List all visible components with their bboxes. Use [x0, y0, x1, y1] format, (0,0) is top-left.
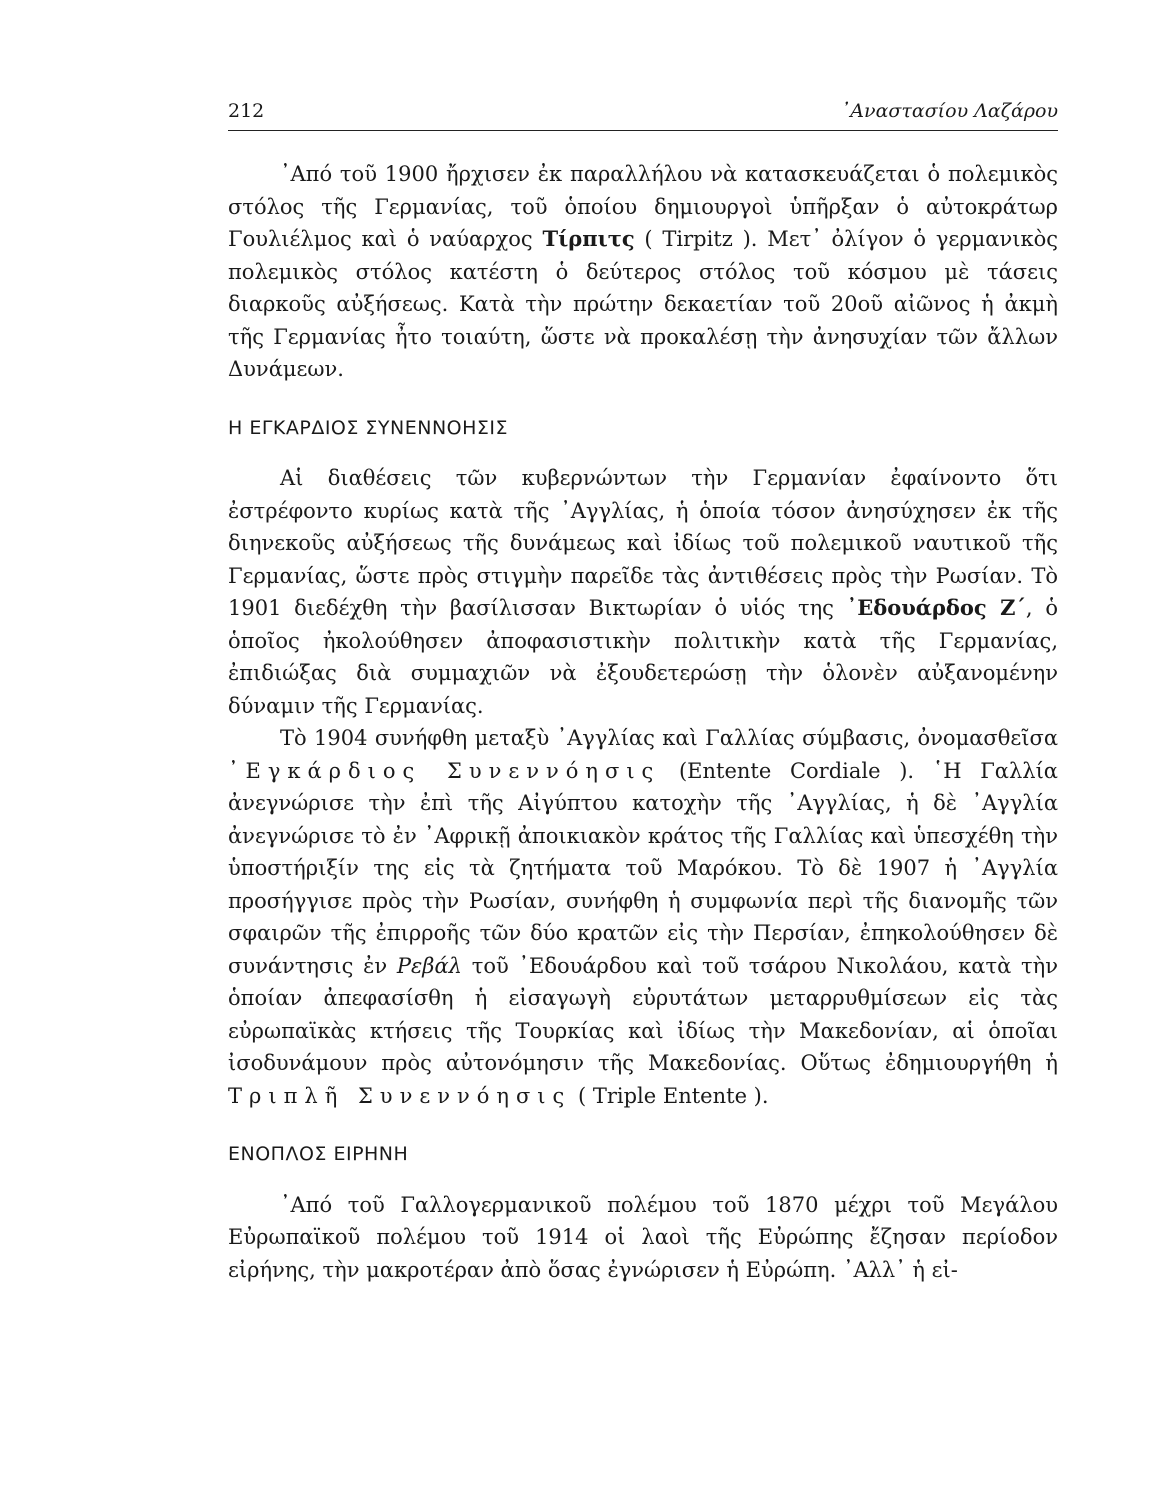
- paragraph-2-text-a: Αἱ διαθέσεις τῶν κυβερνώντων τὴν Γερμανίαν ἐφαίνοντο ὅτι ἐστρέφοντο κυρίως κατὰ τῆς ᾿Αγγλίας, ἡ ὁποία τόσον ἀνησύχησεν ἐκ τῆς διηνεκοῦς αὐξήσεως τῆς δυνάμεως καὶ ἰδίως τοῦ πολεμικοῦ ναυτικοῦ τῆς Γερμανίας, ὥστε πρὸς στιγμὴν παρεῖδε τὰς ἀντιθέσεις πρὸς τὴν Ρωσίαν. Τὸ 1901 διεδέχθη τὴν βασίλισσαν Βικτωρίαν ὁ υἱός της: [228, 466, 1058, 620]
- paragraph-3-text-a: Τὸ 1904 συνήφθη μεταξὺ ᾿Αγγλίας καὶ Γαλλίας σύμβασις, ὀνομασθεῖσα: [280, 726, 1058, 750]
- page-number: 212: [228, 100, 265, 122]
- paragraph-2-text-b: , ὁ ὁποῖος ἠκολούθησεν ἀποφασιστικὴν πολιτικὴν κατὰ τῆς Γερμανίας, ἐπιδιώξας διὰ συμμαχιῶν νὰ ἐξουδετερώσῃ τὴν ὁλονὲν αὐξανομένην δύναμιν τῆς Γερμανίας.: [228, 596, 1058, 718]
- paragraph-3-text-c: τοῦ ᾿Εδουάρδου καὶ τοῦ τσάρου Νικολάου, κατὰ τὴν ὁποίαν ἀπεφασίσθη ἡ εἰσαγωγὴ εὐρυτάτων μεταρρυθμίσεων εἰς τὰς εὐρωπαϊκὰς κτήσεις τῆς Τουρκίας καὶ ἰδίως τὴν Μακεδονίαν, αἱ ὁποῖαι ἰσοδυνάμουν πρὸς αὐτονόμησιν τῆς Μακεδονίας. Οὕτως ἐδημιουργήθη ἡ: [228, 953, 1058, 1075]
- paragraph-1-text-b: ( Tirpitz ). Μετ᾿ ὀλίγον ὁ γερμανικὸς πολεμικὸς στόλος κατέστη ὁ δεύτερος στόλος τοῦ κόσμου μὲ τάσεις διαρκοῦς αὐξήσεως. Κατὰ τὴν πρώτην δεκαετίαν τοῦ 20οῦ αἰῶνος ἡ ἀκμὴ τῆς Γερμανίας ἦτο τοιαύτη, ὥστε νὰ προκαλέσῃ τὴν ἀνησυχίαν τῶν ἄλλων Δυνάμεων.: [228, 227, 1058, 381]
- name-edward: ᾿Εδουάρδος Ζ΄: [846, 595, 1026, 620]
- section-heading-armed-peace: ΕΝΟΠΛΟΣ ΕΙΡΗΝΗ: [228, 1143, 409, 1165]
- section-heading-entente: Η ΕΓΚΑΡΔΙΟΣ ΣΥΝΕΝΝΟΗΣΙΣ: [228, 416, 509, 439]
- place-reval: Ρεβάλ: [396, 953, 462, 978]
- term-triple-entente: Τριπλῆ Συνεννόησις: [228, 1083, 572, 1108]
- page-header: [228, 96, 1058, 131]
- paragraph-3-text-d: ( Triple Entente ).: [571, 1083, 769, 1108]
- paragraph-1: [228, 158, 1058, 386]
- body-text: [228, 158, 1058, 1286]
- paragraph-1-text-a: ᾿Από τοῦ 1900 ἤρχισεν ἐκ παραλλήλου νὰ κατασκευάζεται ὁ πολεμικὸς στόλος τῆς Γερμανίας, τοῦ ὁποίου δημιουργοὶ ὑπῆρξαν ὁ αὐτοκράτωρ Γουλιέλμος καὶ ὁ ναύαρχος: [228, 162, 1058, 251]
- paragraph-2: [228, 462, 1058, 722]
- name-tirpitz: Τίρπιτς: [542, 226, 635, 251]
- paragraph-3-text-b: (Entente Cordiale ). ῾Η Γαλλία ἀνεγνώρισε τὴν ἐπὶ τῆς Αἰγύπτου κατοχὴν τῆς ᾿Αγγλίας, ἡ δὲ ᾿Αγγλία ἀνεγνώρισε τὸ ἐν ᾿Αφρικῇ ἀποικιακὸν κράτος τῆς Γαλλίας καὶ ὑπεσχέθη τὴν ὑποστήριξίν της εἰς τὰ ζητήματα τοῦ Μαρόκου. Τὸ δὲ 1907 ἡ ᾿Αγγλία προσήγγισε πρὸς τὴν Ρωσίαν, συνήφθη ἡ συμφωνία περὶ τῆς διανομῆς τῶν σφαιρῶν τῆς ἐπιρροῆς τῶν δύο κρατῶν εἰς τὴν Περσίαν, ἐπηκολούθησεν δὲ συνάντησις ἐν: [228, 758, 1058, 978]
- running-head: ᾿Αναστασίου Λαζάρου: [840, 100, 1058, 122]
- paragraph-4: ᾿Από τοῦ Γαλλογερμανικοῦ πολέμου τοῦ 1870 μέχρι τοῦ Μεγάλου Εὐρωπαϊκοῦ πολέμου τοῦ 1914 οἱ λαοὶ τῆς Εὐρώπης ἔζησαν περίοδον εἰρήνης, τὴν μακροτέραν ἀπὸ ὅσας ἐγνώρισεν ἡ Εὐρώπη. ᾿Αλλ᾿ ἡ εἰ-: [228, 1192, 1058, 1282]
- term-entente-cordiale: ᾿Εγκάρδιος Συνεννόησις: [228, 758, 661, 783]
- paragraph-3: [228, 722, 1058, 1112]
